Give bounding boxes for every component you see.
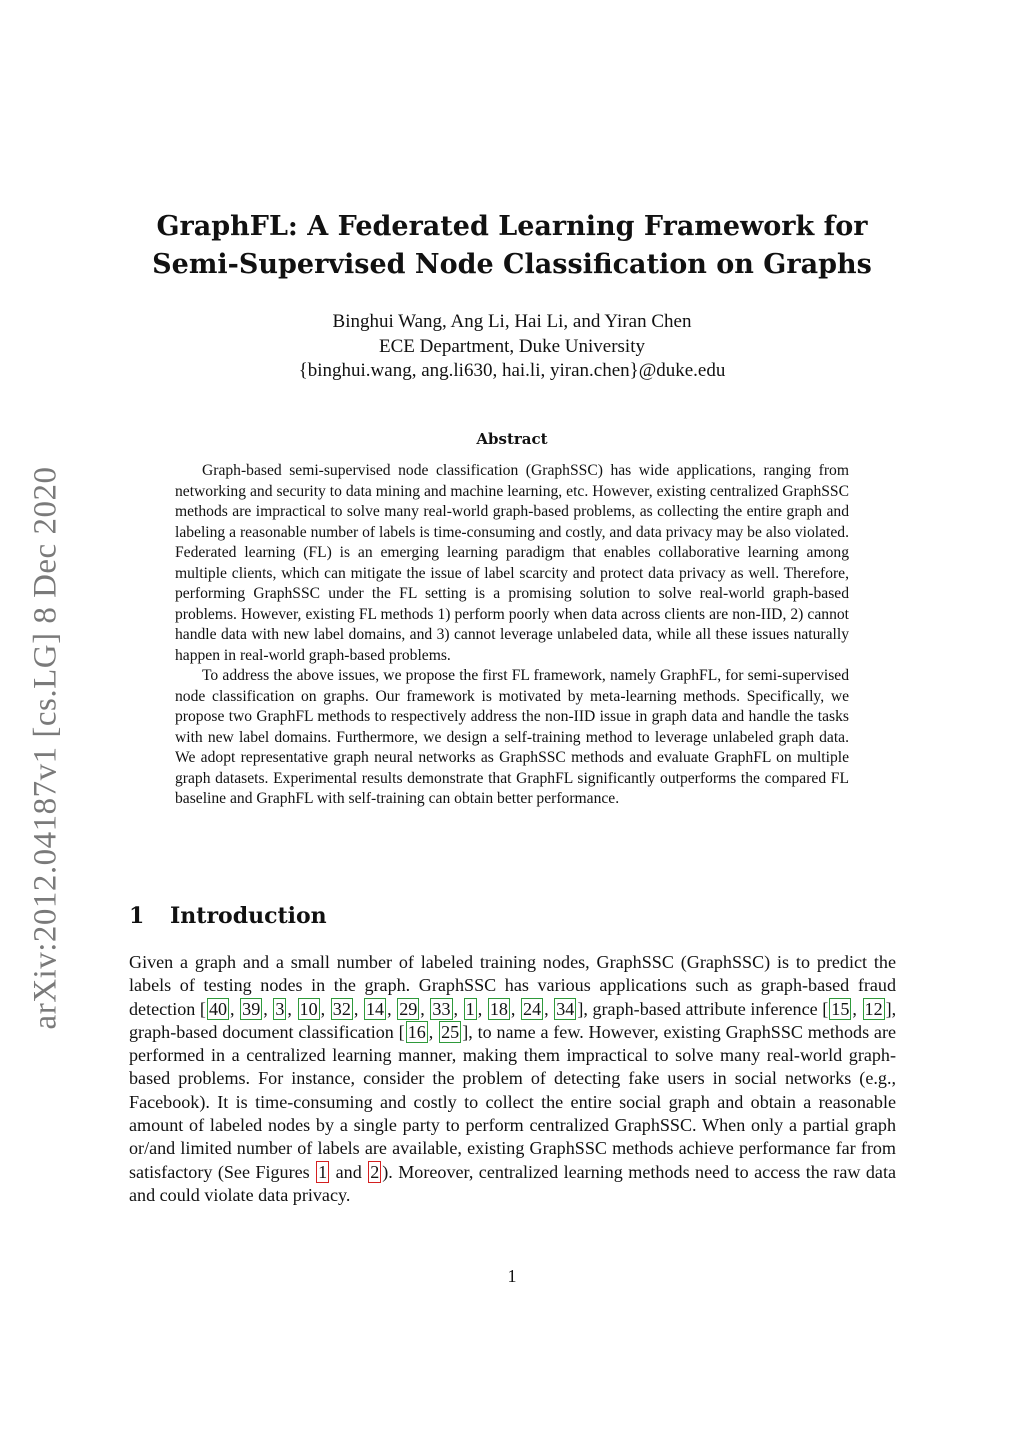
citation-link[interactable]: 16	[407, 1021, 426, 1042]
citation-link[interactable]: 34	[556, 998, 575, 1019]
author-emails: {binghui.wang, ang.li630, hai.li, yiran.chen}@duke.edu	[298, 360, 726, 381]
citation-link[interactable]: 24	[523, 998, 542, 1019]
citation-link[interactable]: 39	[242, 998, 261, 1019]
section-title: Introduction	[170, 903, 327, 929]
citation-link[interactable]: 25	[441, 1021, 460, 1042]
abstract-paragraph-2: To address the above issues, we propose the first FL framework, namely GraphFL, for semi-supervised node classification on graphs. Our framework is motivated by meta-learning methods. Specifically, we propose two GraphFL methods to respectively address the non-IID issue in graph data and handle the tasks with new label domains. Furthermore, we design a self-training method to leverage unlabeled graph data. We adopt representative graph neural networks as GraphSSC methods and evaluate GraphFL on multiple graph datasets. Experimental results demonstrate that GraphFL significantly outperforms the compared FL baseline and GraphFL with self-training can obtain better performance.	[175, 667, 849, 807]
paper-title	[0, 208, 1024, 284]
intro-text-6: ). Moreover, centralized learning methods need to access the raw data and could violate data privacy.	[129, 1161, 897, 1205]
fraud-citations: 40 , 39 , 3 , 10 , 32 , 14 , 29 , 33 , 1 , 18 , 24 , 34	[208, 998, 575, 1019]
author-affiliation: ECE Department, Duke University	[379, 335, 645, 357]
intro-text-1: Given a graph and a small number of labeled training nodes, GraphSSC (GraphSSC) is to predict the labels of testing nodes in the graph. GraphSSC has various applications such as graph-based fraud detection	[129, 952, 896, 1019]
abstract-paragraph-1: Graph-based semi-supervised node classification (GraphSSC) has wide applications, ranging from networking and security to data mining and machine learning, etc. However, existing centralized GraphSSC methods are impractical to solve many real-world graph-based problems, as collecting the entire graph and labeling a reasonable number of labels is time-consuming and costly, and data privacy may be also violated. Federated learning (FL) is an emerging learning paradigm that enables collaborative learning among multiple clients, which can mitigate the issue of label scarcity and protect data privacy as well. Therefore, performing GraphSSC under the FL setting is a promising solution to solve real-world graph-based problems. However, existing FL methods 1) perform poorly when data across clients are non-IID, 2) cannot handle data with new label domains, and 3) cannot leverage unlabeled data, while all these issues naturally happen in real-world graph-based problems.	[175, 462, 849, 664]
section-heading	[129, 903, 327, 929]
citation-link[interactable]: 18	[489, 998, 508, 1019]
arxiv-identifier: arXiv:2012.04187v1 [cs.LG] 8 Dec 2020	[27, 466, 64, 1030]
citation-link[interactable]: 12	[864, 998, 883, 1019]
abstract-body	[175, 461, 849, 810]
page-number: 1	[507, 1266, 517, 1286]
author-block	[0, 310, 1024, 384]
citation-link[interactable]: 40	[208, 998, 228, 1019]
citation-link[interactable]: 1	[465, 998, 475, 1019]
citation-link[interactable]: 15	[831, 998, 850, 1019]
author-names: Binghui Wang, Ang Li, Hai Li, and Yiran Chen	[332, 311, 692, 332]
intro-text-3: , graph-based document classification	[129, 998, 897, 1042]
title-line-2: Semi-Supervised Node Classification on Graphs	[152, 249, 872, 280]
intro-text-4: , to name a few. However, existing GraphSSC methods are performed in a centralized learning manner, making them impractical to solve many real-world graph-based problems. For instance, consider the problem of detecting fake users in social networks (e.g., Facebook). It is time-consuming and costly to collect the entire social graph and obtain a reasonable amount of labeled nodes by a single party to perform centralized GraphSSC. When only a partial graph or/and limited number of labels are available, existing GraphSSC methods achieve performance far from satisfactory (See Figures	[129, 1021, 897, 1182]
figure-reference-link[interactable]: 1	[318, 1161, 328, 1182]
citation-link[interactable]: 33	[432, 998, 451, 1019]
citation-link[interactable]: 10	[299, 998, 318, 1019]
citation-link[interactable]: 32	[332, 998, 351, 1019]
citation-link[interactable]: 3	[275, 998, 285, 1019]
figure-reference-link[interactable]: 2	[370, 1161, 380, 1182]
section-number: 1	[129, 903, 145, 929]
citation-link[interactable]: 29	[399, 998, 418, 1019]
introduction-body	[129, 951, 896, 1207]
intro-text-2: , graph-based attribute inference	[583, 998, 823, 1019]
title-line-1: GraphFL: A Federated Learning Framework for	[156, 211, 868, 242]
abstract-heading: Abstract	[476, 430, 548, 448]
introduction-paragraph: Given a graph and a small number of labeled training nodes, GraphSSC (GraphSSC) is to predict the labels of testing nodes in the graph. GraphSSC has various applications such as graph-based fraud detection [ 40 , 39 , 3 , 10 , 32 , 14 , 29 , 33 , 1 , 18 , 24 , 34 ], graph-based attribute inference [ 15 , 12 ], graph-based document classification [ 16 , 25 ], to name a few. However, existing GraphSSC methods are performed in a centralized learning manner, making them impractical to solve many real-world graph-based problems. For instance, consider the problem of detecting fake users in social networks (e.g., Facebook). It is time-consuming and costly to collect the entire social graph and obtain a reasonable amount of labeled nodes by a single party to perform centralized GraphSSC. When only a partial graph or/and limited number of labels are available, existing GraphSSC methods achieve performance far from satisfactory (See Figures 1 and 2 ). Moreover, centralized learning methods need to access the raw data and could violate data privacy.	[129, 952, 897, 1205]
intro-text-5: and	[330, 1161, 368, 1182]
citation-link[interactable]: 14	[365, 998, 385, 1019]
